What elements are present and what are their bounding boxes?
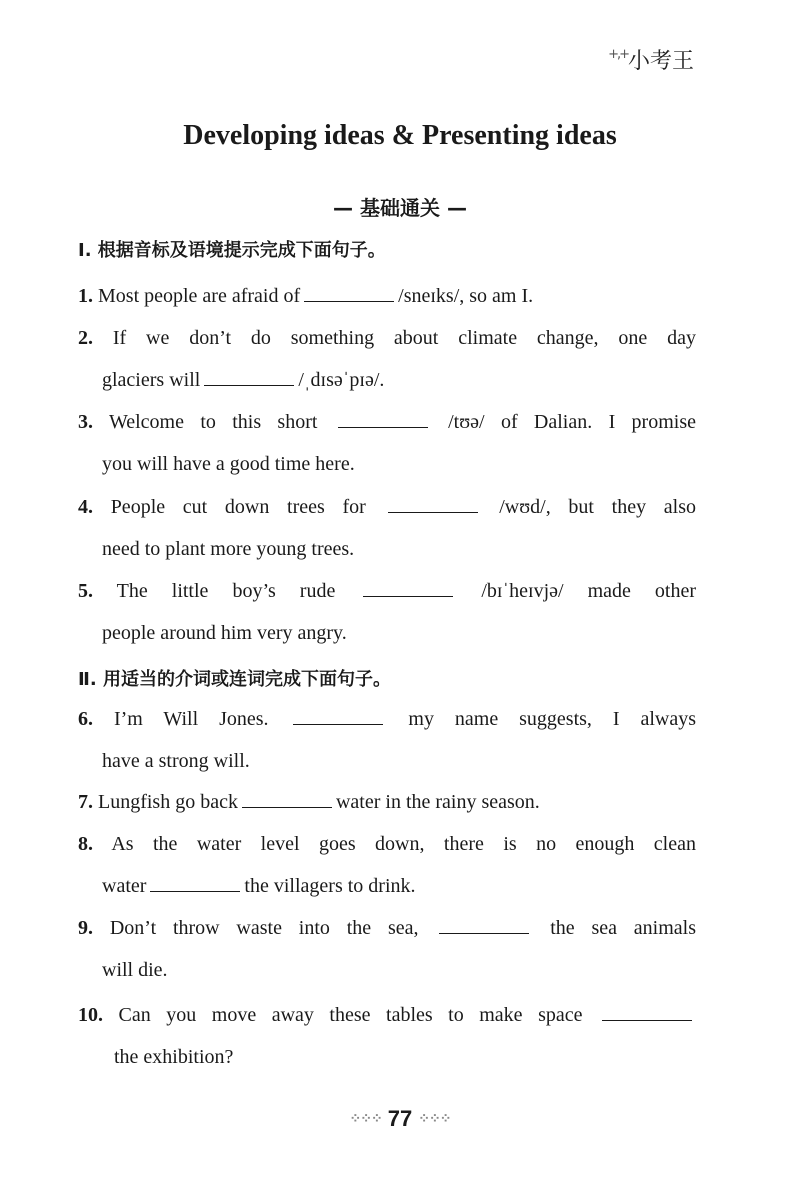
question-2 bbox=[78, 317, 696, 401]
question-number: 3. bbox=[78, 411, 93, 433]
question-number: 5. bbox=[78, 580, 93, 602]
question-text: Can you move away these tables to make space bbox=[118, 1004, 583, 1026]
question-text: /tʊə/ of Dalian. I promise bbox=[448, 411, 696, 433]
question-text: The little boy’s rude bbox=[116, 580, 336, 602]
question-text: /bɪˈheɪvjə/ made other bbox=[481, 580, 696, 602]
question-number: 6. bbox=[78, 708, 93, 730]
answer-blank[interactable] bbox=[363, 578, 453, 597]
question-text: Welcome to this short bbox=[108, 411, 318, 433]
page-title: Developing ideas & Presenting ideas bbox=[183, 120, 617, 151]
answer-blank[interactable] bbox=[293, 706, 383, 725]
sparkle-icon: +,+ bbox=[608, 47, 628, 62]
answer-blank[interactable] bbox=[602, 1002, 692, 1021]
question-4 bbox=[78, 486, 696, 570]
answer-blank[interactable] bbox=[439, 915, 529, 934]
answer-blank[interactable] bbox=[304, 283, 394, 302]
question-text: /sneɪks/, so am I. bbox=[398, 285, 534, 307]
question-text: my name suggests, I always bbox=[408, 708, 696, 730]
question-7 bbox=[78, 781, 696, 823]
question-text: /wʊd/, but they also bbox=[499, 496, 697, 518]
question-text: I’m Will Jones. bbox=[113, 708, 269, 730]
answer-blank[interactable] bbox=[204, 367, 294, 386]
question-5 bbox=[78, 570, 696, 654]
section-2-heading: Ⅱ. 用适当的介词或连词完成下面句子。 bbox=[78, 669, 391, 690]
question-1 bbox=[78, 275, 696, 317]
question-text: Most people are afraid of bbox=[98, 285, 301, 307]
question-text: Lungfish go back bbox=[98, 791, 238, 813]
question-text: /ˌdɪsəˈpɪə/. bbox=[298, 369, 385, 391]
question-3 bbox=[78, 401, 696, 485]
decorative-dots-icon: ⁘⁘⁘ bbox=[418, 1110, 451, 1126]
question-text: As the water level goes down, there is no enough clean bbox=[111, 833, 696, 855]
question-text: have a strong will. bbox=[102, 750, 250, 772]
question-text: Don’t throw waste into the sea, bbox=[109, 917, 419, 939]
question-number: 2. bbox=[78, 327, 93, 349]
question-text: water in the rainy season. bbox=[335, 791, 540, 813]
question-number: 9. bbox=[78, 917, 93, 939]
question-text: will die. bbox=[102, 959, 168, 981]
question-text: water bbox=[102, 875, 147, 897]
question-8 bbox=[78, 823, 696, 907]
question-9 bbox=[78, 907, 696, 991]
question-text: the sea animals bbox=[550, 917, 697, 939]
question-number: 10. bbox=[78, 1004, 103, 1026]
question-number: 4. bbox=[78, 496, 93, 518]
section-subtitle: — 基础通关 — bbox=[333, 196, 467, 220]
question-text: the exhibition? bbox=[114, 1046, 234, 1068]
answer-blank[interactable] bbox=[150, 873, 240, 892]
question-6 bbox=[78, 698, 696, 782]
question-text: glaciers will bbox=[102, 369, 201, 391]
decorative-dots-icon: ⁘⁘⁘ bbox=[349, 1110, 382, 1126]
brand-logo-text: 小考王 bbox=[627, 49, 694, 74]
page-number bbox=[0, 1106, 800, 1132]
answer-blank[interactable] bbox=[338, 409, 428, 428]
answer-blank[interactable] bbox=[242, 789, 332, 808]
question-text: People cut down trees for bbox=[110, 496, 366, 518]
question-text: If we don’t do something about climate change, one day bbox=[112, 327, 696, 349]
question-text: people around him very angry. bbox=[102, 622, 347, 644]
question-number: 1. bbox=[78, 285, 93, 307]
section-1-heading: Ⅰ. 根据音标及语境提示完成下面句子。 bbox=[78, 240, 386, 261]
question-text: need to plant more young trees. bbox=[102, 538, 355, 560]
question-number: 8. bbox=[78, 833, 93, 855]
question-10 bbox=[78, 994, 696, 1078]
page-number-value: 77 bbox=[387, 1106, 413, 1131]
answer-blank[interactable] bbox=[388, 494, 478, 513]
question-number: 7. bbox=[78, 791, 93, 813]
question-text: you will have a good time here. bbox=[102, 453, 355, 475]
question-text: the villagers to drink. bbox=[244, 875, 416, 897]
